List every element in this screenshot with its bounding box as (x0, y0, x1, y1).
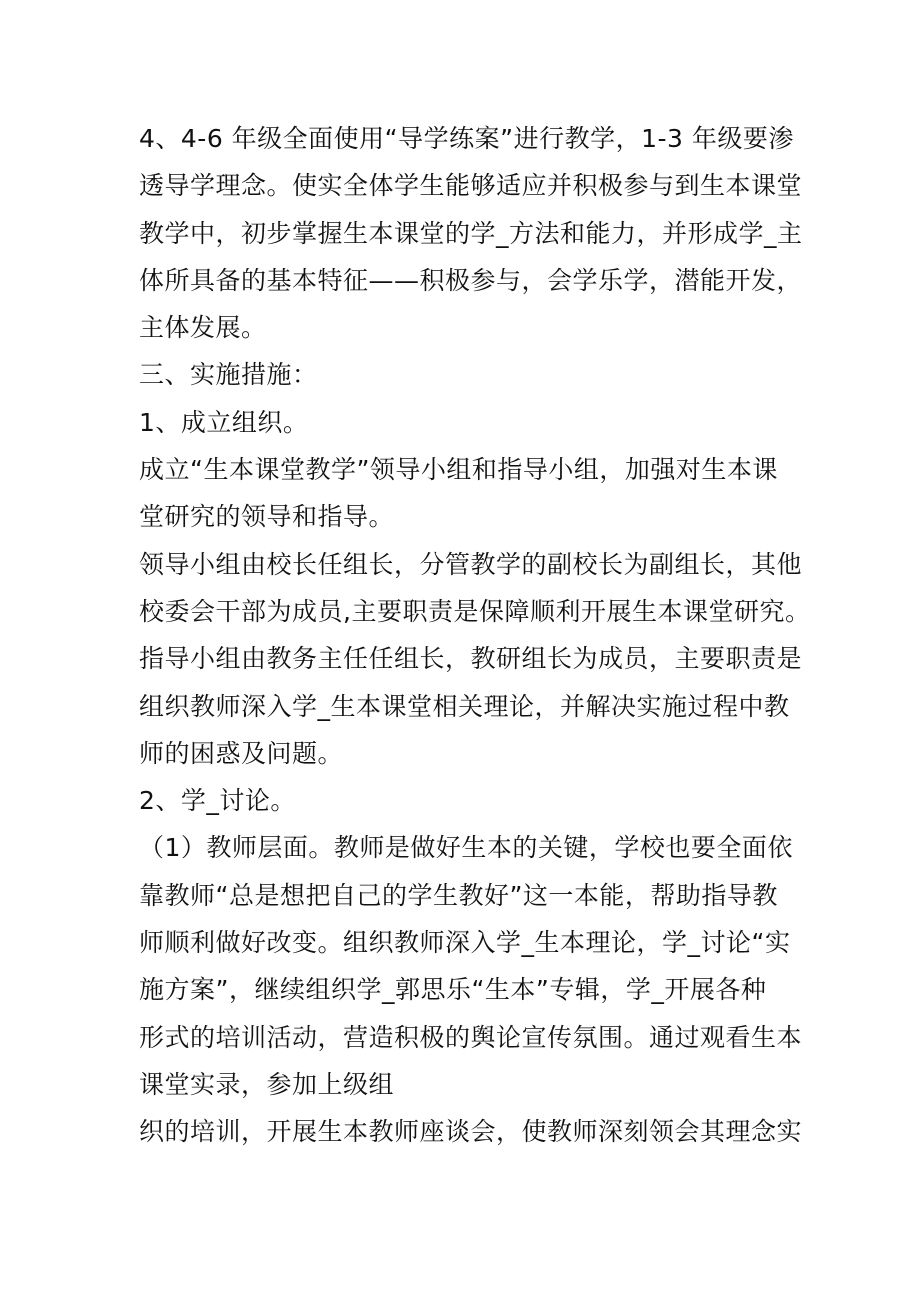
text-line: 4、4-6 年级全面使用“导学练案”进行教学，1-3 年级要渗 (139, 124, 794, 153)
text-line: 组织教师深入学_生本课堂相关理论，并解决实施过程中教 (139, 691, 790, 721)
text-line: 领导小组由校长任组长，分管教学的副校长为副组长，其他 (139, 549, 803, 579)
document-body (139, 115, 811, 1156)
text-line: 师顺利做好改变。组织教师深入学_生本理论，学_讨论“实 (139, 928, 791, 958)
text-line: 校委会干部为成员,主要职责是保障顺利开展生本课堂研究。 (139, 596, 811, 626)
subsection-heading: 1、成立组织。 (139, 407, 309, 437)
text-line: 主体发展。 (139, 313, 267, 343)
text-line: （1）教师层面。教师是做好生本的关键，学校也要全面依 (139, 833, 793, 863)
text-line: 靠教师“总是想把自己的学生教好”这一本能，帮助指导教 (139, 880, 778, 910)
text-line: 施方案”，继续组织学_郭思乐“生本”专辑，学_开展各种 (139, 975, 767, 1005)
text-line: 堂研究的领导和指导。 (139, 502, 395, 532)
text-line: 织的培训，开展生本教师座谈会，使教师深刻领会其理念实 (139, 1117, 803, 1147)
text-line: 教学中，初步掌握生本课堂的学_方法和能力，并形成学_主 (139, 218, 803, 248)
text-line: 指导小组由教务主任任组长，教研组长为成员，主要职责是 (139, 644, 803, 674)
section-heading: 三、实施措施： (139, 360, 318, 390)
subsection-heading: 2、学_讨论。 (139, 786, 296, 816)
text-line: 透导学理念。使实全体学生能够适应并积极参与到生本课堂 (139, 171, 803, 201)
text-line: 形式的培训活动，营造积极的舆论宣传氛围。通过观看生本 (139, 1022, 803, 1052)
text-line: 课堂实录，参加上级组 (139, 1069, 395, 1099)
text-line: 师的困惑及问题。 (139, 738, 344, 768)
text-line: 体所具备的基本特征——积极参与，会学乐学，潜能开发， (139, 265, 803, 295)
text-line: 成立“生本课堂教学”领导小组和指导小组，加强对生本课 (139, 455, 778, 485)
